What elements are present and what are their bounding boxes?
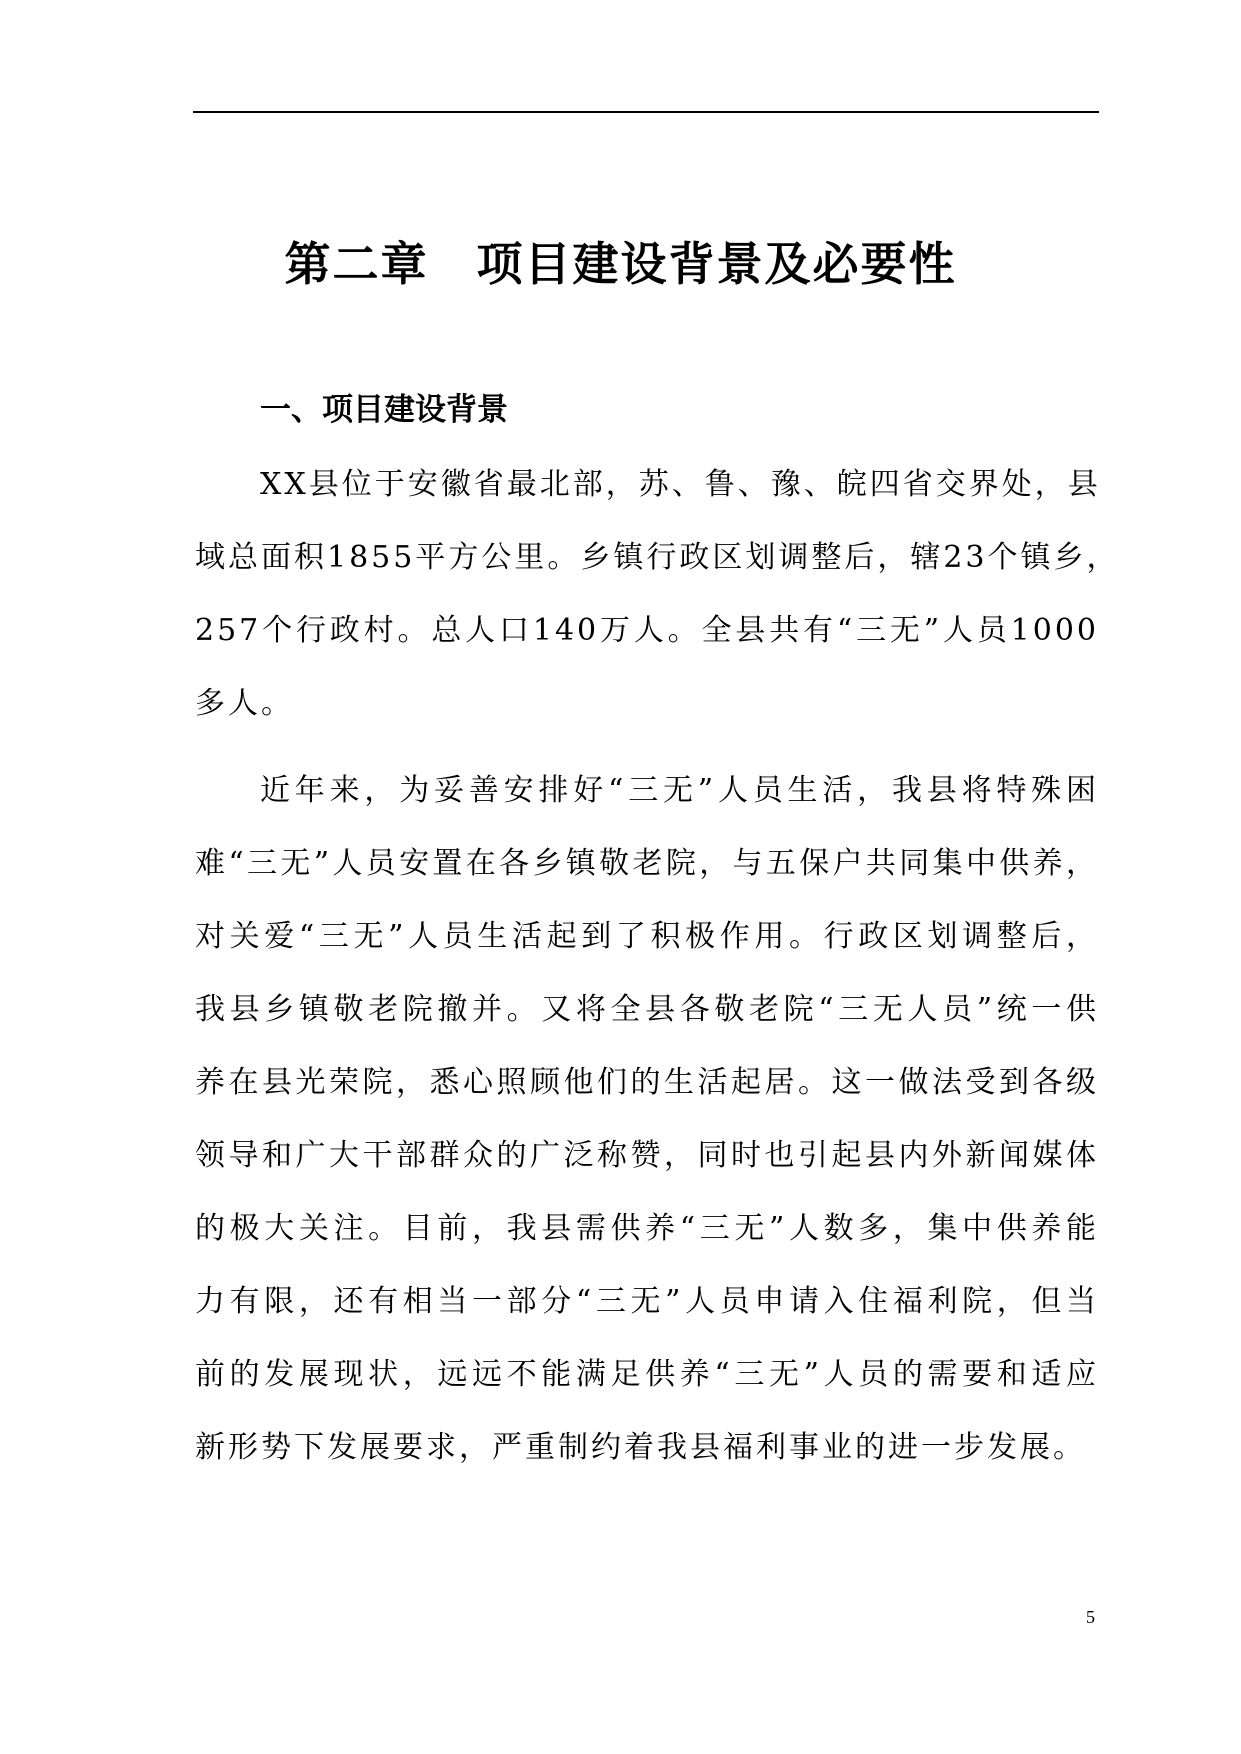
paragraph-line: 前的发展现状，远远不能满足供养“三无”人员的需要和适应	[195, 1357, 1099, 1392]
paragraph-line: 的极大关注。目前，我县需供养“三无”人数多，集中供养能	[195, 1211, 1099, 1246]
paragraph-1	[195, 448, 1120, 740]
paragraph-line: 领导和广大干部群众的广泛称赞，同时也引起县内外新闻媒体	[195, 1138, 1099, 1173]
section-heading: 一、项目建设背景	[260, 392, 508, 428]
chapter-title: 第二章 项目建设背景及必要性	[284, 237, 957, 291]
paragraph-line: 域总面积1855平方公里。乡镇行政区划调整后，辖23个镇乡，	[195, 540, 1120, 575]
paragraph-line: 力有限，还有相当一部分“三无”人员申请入住福利院，但当	[195, 1284, 1099, 1319]
page-number: 5	[1086, 1607, 1095, 1627]
paragraph-line: 对关爱“三无”人员生活起到了积极作用。行政区划调整后，	[195, 919, 1099, 954]
paragraph-line: 近年来，为妥善安排好“三无”人员生活，我县将特殊困	[260, 773, 1099, 808]
paragraph-line: 多人。	[195, 686, 294, 721]
paragraph-line: 难“三无”人员安置在各乡镇敬老院，与五保户共同集中供养，	[195, 846, 1099, 881]
header-rule	[193, 111, 1099, 113]
paragraph-line: XX县位于安徽省最北部，苏、鲁、豫、皖四省交界处，县	[260, 467, 1101, 502]
paragraph-line: 新形势下发展要求，严重制约着我县福利事业的进一步发展。	[195, 1430, 1086, 1465]
paragraph-line: 我县乡镇敬老院撤并。又将全县各敬老院“三无人员”统一供	[195, 992, 1099, 1027]
paragraph-2	[195, 754, 1099, 1484]
paragraph-line: 养在县光荣院，悉心照顾他们的生活起居。这一做法受到各级	[195, 1065, 1099, 1100]
paragraph-line: 257个行政村。总人口140万人。全县共有“三无”人员1000	[195, 613, 1099, 648]
